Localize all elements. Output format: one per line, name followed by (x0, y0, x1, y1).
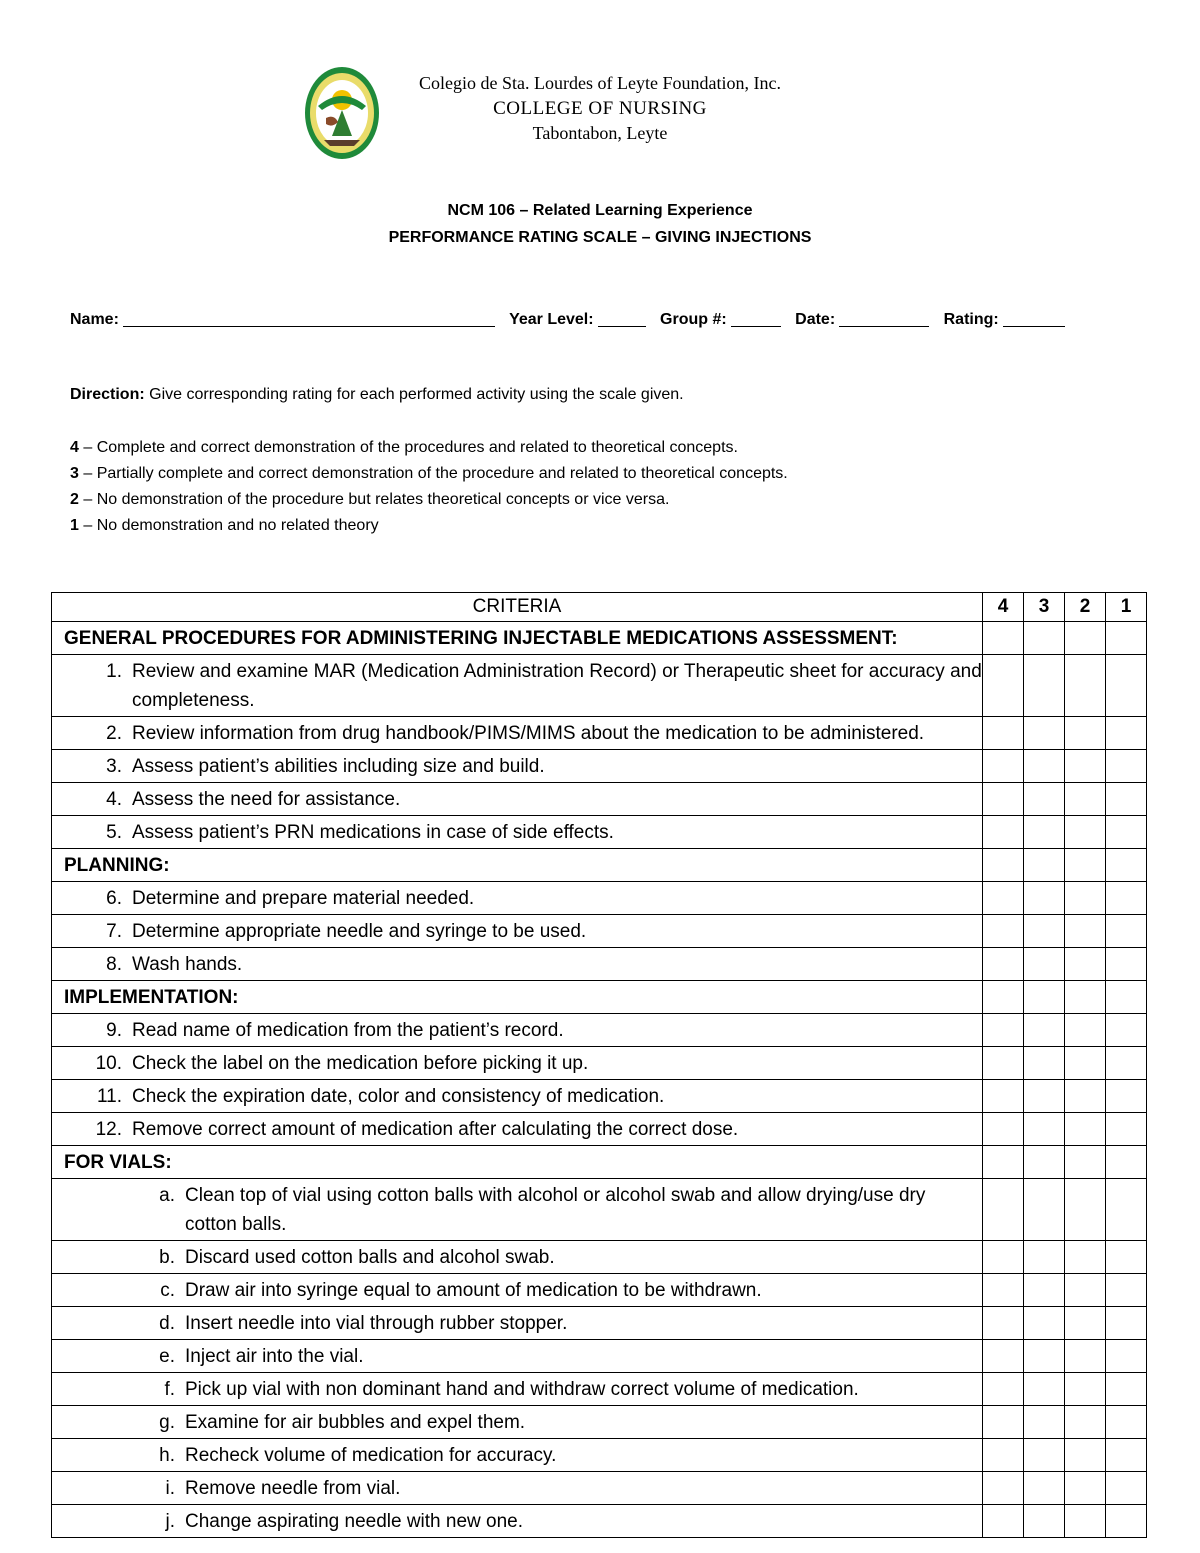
rating-3-cell[interactable] (1024, 717, 1065, 750)
rating-4-cell[interactable] (983, 1241, 1024, 1274)
criterion-text: Assess patient’s PRN medications in case of side effects. (132, 822, 614, 843)
rating-4-cell[interactable] (983, 882, 1024, 915)
rating-2-cell[interactable] (1065, 1179, 1106, 1241)
rating-1-cell[interactable] (1106, 1274, 1147, 1307)
criterion-text: Wash hands. (132, 954, 243, 975)
table-row (52, 1340, 1147, 1373)
section-row (52, 849, 1147, 882)
criterion-text: Inject air into the vial. (185, 1346, 364, 1367)
rating-2-cell[interactable] (1065, 1472, 1106, 1505)
rating-3-cell (1024, 981, 1065, 1014)
rating-4-cell[interactable] (983, 1472, 1024, 1505)
rating-3-cell[interactable] (1024, 1373, 1065, 1406)
section-row (52, 1146, 1147, 1179)
item-number: b. (159, 1247, 175, 1268)
section-heading: GENERAL PROCEDURES FOR ADMINISTERING INJECTABLE MEDICATIONS ASSESSMENT: (64, 628, 898, 649)
criterion-text: Draw air into syringe equal to amount of medication to be withdrawn. (185, 1280, 762, 1301)
rating-4-cell[interactable] (983, 1047, 1024, 1080)
college-location: Tabontabon, Leyte (532, 123, 668, 143)
table-row (52, 1113, 1147, 1146)
rating-4-cell[interactable] (983, 1113, 1024, 1146)
rating-4-cell[interactable] (983, 948, 1024, 981)
rating-1-cell[interactable] (1106, 948, 1147, 981)
criterion-text: Review information from drug handbook/PIMS/MIMS about the medication to be administered. (132, 723, 925, 744)
direction-text: Give corresponding rating for each performed activity using the scale given. (144, 386, 684, 403)
rating-1-cell (1106, 622, 1147, 655)
rating-3-cell (1024, 1146, 1065, 1179)
rating-3-cell[interactable] (1024, 1307, 1065, 1340)
rating-2-cell[interactable] (1065, 915, 1106, 948)
rating-1-cell[interactable] (1106, 1241, 1147, 1274)
table-row (52, 1373, 1147, 1406)
direction (70, 386, 684, 404)
item-number: 5. (106, 822, 122, 843)
scale-item-1: 1 – No demonstration and no related theory (70, 517, 379, 534)
rating-1-cell (1106, 981, 1147, 1014)
table-row (52, 1274, 1147, 1307)
item-number: i. (165, 1478, 175, 1499)
criterion-text: Clean top of vial using cotton balls with alcohol or alcohol swab and allow drying/use dry cotton balls. (185, 1185, 926, 1235)
rating-4-header: 4 (983, 593, 1024, 622)
rating-2-cell (1065, 981, 1106, 1014)
item-number: f. (164, 1379, 175, 1400)
rating-2-cell[interactable] (1065, 1340, 1106, 1373)
rating-4-cell[interactable] (983, 1080, 1024, 1113)
rating-label: Rating: (943, 311, 999, 328)
criterion-text: Remove needle from vial. (185, 1478, 401, 1499)
date-field[interactable] (839, 310, 929, 327)
table-row (52, 915, 1147, 948)
rating-4-cell[interactable] (983, 750, 1024, 783)
item-number: d. (159, 1313, 175, 1334)
table-body (52, 622, 1147, 1538)
rating-3-cell[interactable] (1024, 882, 1065, 915)
table-row (52, 1439, 1147, 1472)
table-row (52, 750, 1147, 783)
year-level-field[interactable] (598, 310, 646, 327)
section-heading: PLANNING: (64, 855, 170, 876)
rating-3-cell[interactable] (1024, 1439, 1065, 1472)
rating-4-cell[interactable] (983, 1014, 1024, 1047)
rating-2-cell[interactable] (1065, 1047, 1106, 1080)
criterion-text: Pick up vial with non dominant hand and withdraw correct volume of medication. (185, 1379, 859, 1400)
table-row (52, 1472, 1147, 1505)
criterion-text: Determine appropriate needle and syringe to be used. (132, 921, 587, 942)
rating-1-cell[interactable] (1106, 1113, 1147, 1146)
rating-4-cell[interactable] (983, 783, 1024, 816)
table-row (52, 1241, 1147, 1274)
table-row (52, 816, 1147, 849)
rating-1-cell[interactable] (1106, 1373, 1147, 1406)
rating-4-cell[interactable] (983, 1179, 1024, 1241)
rating-3-cell[interactable] (1024, 1406, 1065, 1439)
rating-3-cell (1024, 622, 1065, 655)
item-number: 3. (106, 756, 122, 777)
rating-2-cell (1065, 849, 1106, 882)
criterion-text: Check the label on the medication before picking it up. (132, 1053, 589, 1074)
section-row (52, 981, 1147, 1014)
criteria-header: CRITERIA (52, 593, 983, 622)
table-row (52, 1406, 1147, 1439)
item-number: h. (159, 1445, 175, 1466)
rating-1-cell[interactable] (1106, 1505, 1147, 1538)
criterion-text: Remove correct amount of medication after calculating the correct dose. (132, 1119, 739, 1140)
rating-2-cell[interactable] (1065, 1406, 1106, 1439)
rating-3-cell[interactable] (1024, 1505, 1065, 1538)
rating-2-cell[interactable] (1065, 948, 1106, 981)
rating-3-cell[interactable] (1024, 1179, 1065, 1241)
student-info-fields (70, 307, 1075, 329)
rating-3-cell[interactable] (1024, 948, 1065, 981)
rating-1-cell[interactable] (1106, 1014, 1147, 1047)
table-row (52, 1505, 1147, 1538)
rating-1-cell[interactable] (1106, 1307, 1147, 1340)
scale-item-2: 2 – No demonstration of the procedure but relates theoretical concepts or vice versa. (70, 491, 670, 508)
rating-3-cell[interactable] (1024, 783, 1065, 816)
rating-3-cell[interactable] (1024, 750, 1065, 783)
rating-2-cell[interactable] (1065, 717, 1106, 750)
rating-1-cell[interactable] (1106, 783, 1147, 816)
rating-2-cell[interactable] (1065, 1113, 1106, 1146)
section-row (52, 622, 1147, 655)
rating-1-cell (1106, 849, 1147, 882)
rating-3-cell[interactable] (1024, 915, 1065, 948)
rating-3-cell[interactable] (1024, 1340, 1065, 1373)
course-title: NCM 106 – Related Learning Experience (447, 202, 753, 219)
rating-2-header: 2 (1065, 593, 1106, 622)
rating-1-cell[interactable] (1106, 1047, 1147, 1080)
rating-3-cell[interactable] (1024, 1241, 1065, 1274)
rating-3-cell[interactable] (1024, 655, 1065, 717)
rating-3-cell[interactable] (1024, 1047, 1065, 1080)
rating-4-cell (983, 849, 1024, 882)
rating-2-cell[interactable] (1065, 1080, 1106, 1113)
rating-4-cell[interactable] (983, 1274, 1024, 1307)
rating-1-cell[interactable] (1106, 1080, 1147, 1113)
item-number: 6. (106, 888, 122, 909)
rating-3-cell[interactable] (1024, 816, 1065, 849)
criterion-text: Change aspirating needle with new one. (185, 1511, 524, 1532)
rating-3-cell[interactable] (1024, 1080, 1065, 1113)
date-label: Date: (795, 311, 836, 328)
rating-4-cell[interactable] (983, 1373, 1024, 1406)
group-label: Group #: (660, 311, 727, 328)
section-heading: FOR VIALS: (64, 1152, 172, 1173)
rating-2-cell (1065, 1146, 1106, 1179)
rating-2-cell[interactable] (1065, 1307, 1106, 1340)
table-row (52, 1307, 1147, 1340)
section-heading: IMPLEMENTATION: (64, 987, 239, 1008)
rating-3-cell (1024, 849, 1065, 882)
item-number: 1. (106, 661, 122, 682)
rating-1-cell[interactable] (1106, 750, 1147, 783)
table-row (52, 1080, 1147, 1113)
rating-4-cell (983, 1146, 1024, 1179)
rating-4-cell (983, 981, 1024, 1014)
rating-1-cell[interactable] (1106, 1406, 1147, 1439)
rating-field[interactable] (1003, 310, 1065, 327)
rating-2-cell[interactable] (1065, 1241, 1106, 1274)
criterion-text: Check the expiration date, color and consistency of medication. (132, 1086, 665, 1107)
rating-1-cell[interactable] (1106, 915, 1147, 948)
rating-3-header: 3 (1024, 593, 1065, 622)
name-field[interactable] (123, 310, 495, 327)
rating-2-cell[interactable] (1065, 816, 1106, 849)
year-level-label: Year Level: (509, 311, 594, 328)
rating-2-cell[interactable] (1065, 1373, 1106, 1406)
criterion-text: Assess the need for assistance. (132, 789, 401, 810)
rating-2-cell[interactable] (1065, 1014, 1106, 1047)
rating-4-cell[interactable] (983, 655, 1024, 717)
rating-1-cell[interactable] (1106, 655, 1147, 717)
criterion-text: Determine and prepare material needed. (132, 888, 475, 909)
item-number: 8. (106, 954, 122, 975)
rating-1-cell (1106, 1146, 1147, 1179)
item-number: 11. (96, 1086, 122, 1107)
rating-2-cell[interactable] (1065, 655, 1106, 717)
rating-4-cell[interactable] (983, 1307, 1024, 1340)
rating-2-cell[interactable] (1065, 1274, 1106, 1307)
rating-2-cell (1065, 622, 1106, 655)
rating-1-cell[interactable] (1106, 1340, 1147, 1373)
item-number: 12. (95, 1119, 122, 1140)
college-name: COLLEGE OF NURSING (493, 98, 707, 119)
scale-item-4: 4 – Complete and correct demonstration of the procedures and related to theoretical concepts. (70, 439, 738, 456)
rating-3-cell[interactable] (1024, 1274, 1065, 1307)
item-number: 10. (95, 1053, 122, 1074)
rating-1-cell[interactable] (1106, 1472, 1147, 1505)
table-row (52, 1179, 1147, 1241)
table-row (52, 1047, 1147, 1080)
criterion-text: Read name of medication from the patient’s record. (132, 1020, 564, 1041)
table-row (52, 783, 1147, 816)
rating-4-cell[interactable] (983, 1340, 1024, 1373)
name-label: Name: (70, 311, 119, 328)
table-row (52, 717, 1147, 750)
item-number: 4. (106, 789, 122, 810)
rating-3-cell[interactable] (1024, 1472, 1065, 1505)
item-number: 9. (106, 1020, 122, 1041)
table-row (52, 948, 1147, 981)
rating-2-cell[interactable] (1065, 750, 1106, 783)
rating-4-cell[interactable] (983, 816, 1024, 849)
rating-3-cell[interactable] (1024, 1113, 1065, 1146)
item-number: g. (159, 1412, 175, 1433)
rating-1-cell[interactable] (1106, 717, 1147, 750)
rating-2-cell[interactable] (1065, 882, 1106, 915)
criterion-text: Recheck volume of medication for accuracy. (185, 1445, 557, 1466)
rating-1-cell[interactable] (1106, 816, 1147, 849)
item-number: e. (159, 1346, 175, 1367)
criterion-text: Discard used cotton balls and alcohol swab. (185, 1247, 555, 1268)
table-header-row (52, 593, 1147, 622)
table-row (52, 882, 1147, 915)
rating-4-cell[interactable] (983, 1439, 1024, 1472)
rating-4-cell (983, 622, 1024, 655)
item-number: 7. (106, 921, 122, 942)
table-row (52, 655, 1147, 717)
rating-2-cell[interactable] (1065, 1505, 1106, 1538)
criterion-text: Examine for air bubbles and expel them. (185, 1412, 526, 1433)
criterion-text: Assess patient’s abilities including size and build. (132, 756, 545, 777)
criteria-table (51, 592, 1147, 1538)
rating-4-cell[interactable] (983, 1406, 1024, 1439)
rating-4-cell[interactable] (983, 717, 1024, 750)
rating-1-cell[interactable] (1106, 1439, 1147, 1472)
rating-1-cell[interactable] (1106, 882, 1147, 915)
criterion-text: Review and examine MAR (Medication Administration Record) or Therapeutic sheet for accuracy and completeness. (132, 661, 982, 711)
item-number: c. (160, 1280, 175, 1301)
rating-1-cell[interactable] (1106, 1179, 1147, 1241)
rating-2-cell[interactable] (1065, 1439, 1106, 1472)
rating-3-cell[interactable] (1024, 1014, 1065, 1047)
institution-name: Colegio de Sta. Lourdes of Leyte Foundation, Inc. (419, 73, 781, 93)
form-title: PERFORMANCE RATING SCALE – GIVING INJECTIONS (388, 229, 812, 246)
item-number: j. (165, 1511, 175, 1532)
criterion-text: Insert needle into vial through rubber stopper. (185, 1313, 568, 1334)
rating-1-header: 1 (1106, 593, 1147, 622)
table-row (52, 1014, 1147, 1047)
rating-4-cell[interactable] (983, 915, 1024, 948)
group-field[interactable] (731, 310, 781, 327)
item-number: 2. (106, 723, 122, 744)
scale-item-3: 3 – Partially complete and correct demonstration of the procedure and related to theoretical concepts. (70, 465, 788, 482)
rating-2-cell[interactable] (1065, 783, 1106, 816)
item-number: a. (159, 1185, 175, 1206)
direction-label: Direction: (70, 386, 145, 403)
rating-4-cell[interactable] (983, 1505, 1024, 1538)
